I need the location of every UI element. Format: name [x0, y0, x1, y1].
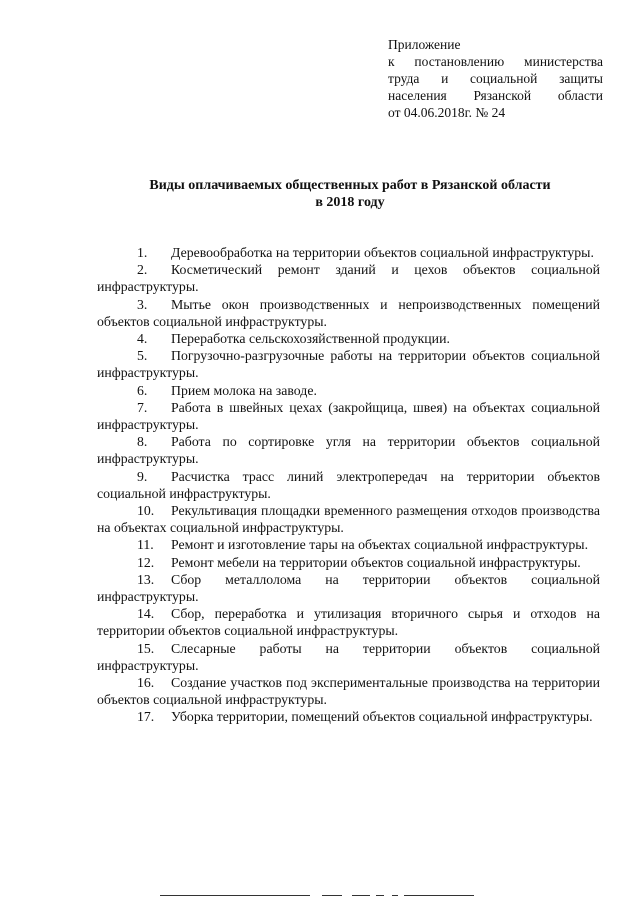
- item-number: 16.: [137, 675, 155, 691]
- scan-artifact-line: [376, 895, 384, 896]
- item-text: Рекультивация площадки временного размещения отходов производства на объектах социальной инфраструктуры.: [97, 503, 600, 536]
- works-list: [97, 244, 600, 726]
- item-number: 11.: [137, 537, 154, 553]
- scan-artifact-line: [392, 895, 398, 896]
- item-number: 8.: [137, 434, 148, 450]
- item-text: Расчистка трасс линий электропередач на территории объектов социальной инфраструктуры.: [97, 468, 600, 501]
- item-text: Создание участков под экспериментальные производства на территории объектов социальной инфраструктуры.: [97, 675, 600, 708]
- item-number: 9.: [137, 468, 148, 484]
- item-text: Сбор, переработка и утилизация вторичного сырья и отходов на территории объектов социальной инфраструктуры.: [97, 606, 600, 639]
- appendix-header: [388, 36, 603, 121]
- list-item: [97, 244, 600, 261]
- list-item: [97, 502, 600, 536]
- document-title: [100, 177, 600, 211]
- header-line: от 04.06.2018г. № 24: [388, 105, 506, 120]
- header-line: населения Рязанской области: [388, 88, 603, 103]
- title-line-1: Виды оплачиваемых общественных работ в Рязанской области: [149, 178, 551, 193]
- list-item: [97, 640, 600, 674]
- header-line: к постановлению министерства: [388, 54, 603, 69]
- item-number: 7.: [137, 399, 148, 415]
- list-item: [97, 399, 600, 433]
- item-text: Работа по сортировке угля на территории объектов социальной инфраструктуры.: [97, 434, 600, 467]
- list-item: [97, 674, 600, 708]
- item-number: 13.: [137, 571, 155, 587]
- item-number: 10.: [137, 503, 155, 519]
- item-text: Мытье окон производственных и непроизводственных помещений объектов социальной инфраструктуры.: [97, 296, 600, 329]
- scan-artifact-line: [352, 895, 370, 896]
- item-number: 6.: [137, 382, 148, 398]
- list-item: [97, 347, 600, 381]
- scan-artifact-line: [160, 895, 310, 896]
- item-number: 14.: [137, 606, 155, 622]
- item-number: 17.: [137, 709, 155, 725]
- list-item: [97, 330, 600, 347]
- item-text: Ремонт мебели на территории объектов социальной инфраструктуры.: [171, 554, 581, 570]
- scan-artifact-line: [322, 895, 342, 896]
- scan-artifact-line: [404, 895, 474, 896]
- item-number: 12.: [137, 554, 155, 570]
- item-text: Слесарные работы на территории объектов социальной инфраструктуры.: [97, 640, 600, 673]
- header-line: труда и социальной защиты: [388, 71, 603, 86]
- item-number: 5.: [137, 348, 148, 364]
- item-text: Сбор металлолома на территории объектов социальной инфраструктуры.: [97, 571, 600, 605]
- item-text: Уборка территории, помещений объектов социальной инфраструктуры.: [171, 709, 593, 725]
- list-item: [97, 433, 600, 467]
- item-text: Прием молока на заводе.: [171, 382, 317, 398]
- item-text: Погрузочно-разгрузочные работы на территории объектов социальной инфраструктуры.: [97, 348, 600, 381]
- item-text: Работа в швейных цехах (закройщица, швея) на объектах социальной инфраструктуры.: [97, 399, 600, 433]
- title-line-2: в 2018 году: [315, 195, 385, 210]
- list-item: [97, 554, 600, 571]
- item-number: 3.: [137, 296, 148, 312]
- list-item: [97, 296, 600, 330]
- item-text: Переработка сельскохозяйственной продукции.: [171, 331, 450, 347]
- item-number: 2.: [137, 262, 148, 278]
- list-item: [97, 605, 600, 639]
- item-text: Деревообработка на территории объектов социальной инфраструктуры.: [171, 245, 594, 260]
- list-item: [97, 708, 600, 725]
- item-text: Ремонт и изготовление тары на объектах социальной инфраструктуры.: [171, 537, 589, 553]
- item-number: 15.: [137, 640, 155, 656]
- list-item: [97, 468, 600, 502]
- item-number: 1.: [137, 245, 148, 260]
- item-number: 4.: [137, 331, 148, 347]
- list-item: [97, 382, 600, 399]
- list-item: [97, 261, 600, 295]
- list-item: [97, 571, 600, 605]
- item-text: Косметический ремонт зданий и цехов объектов социальной инфраструктуры.: [97, 262, 600, 295]
- list-item: [97, 536, 600, 553]
- header-line: Приложение: [388, 37, 461, 52]
